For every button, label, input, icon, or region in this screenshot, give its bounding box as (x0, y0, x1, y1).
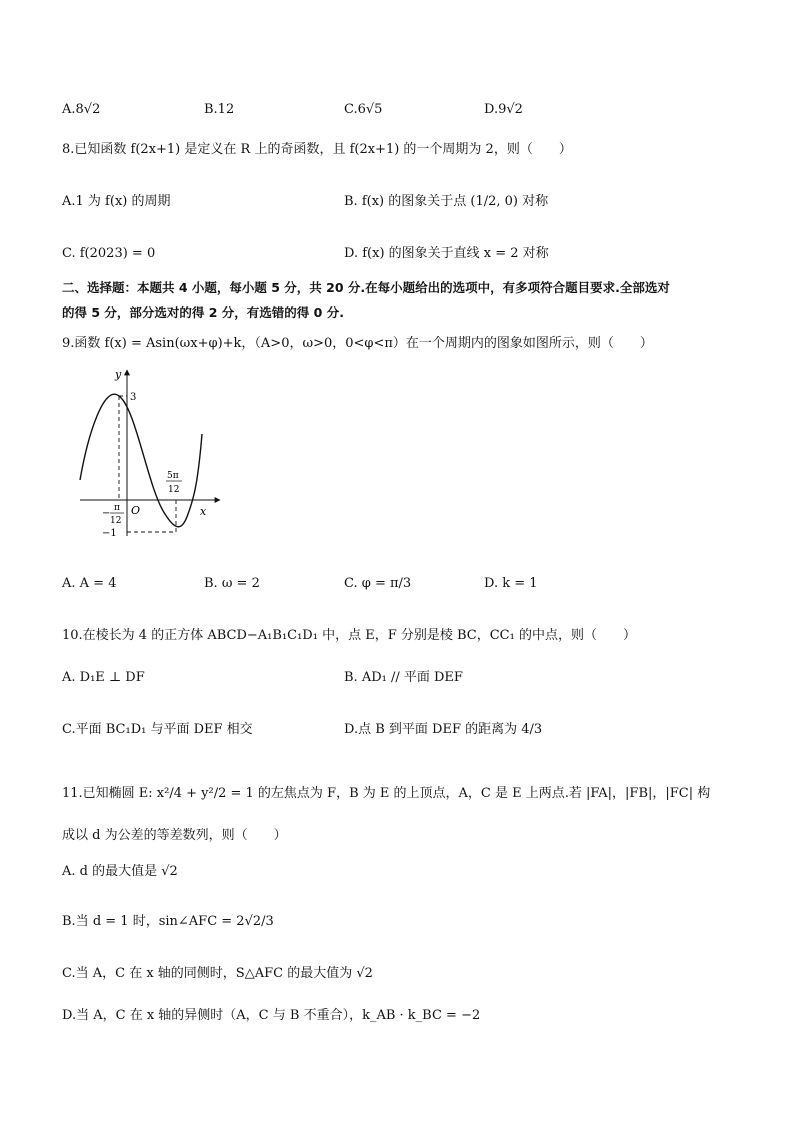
q10-option-c: C.平面 BC₁D₁ 与平面 DEF 相交 (62, 722, 253, 737)
q8-stem: 8.已知函数 f(2x+1) 是定义在 R 上的奇函数，且 f(2x+1) 的一个周期为 2，则（ ） (62, 142, 572, 157)
section-2-line-2: 的得 5 分，部分选对的得 2 分，有选错的得 0 分. (62, 305, 344, 320)
q8-option-a: A.1 为 f(x) 的周期 (62, 194, 171, 209)
origin-label: O (131, 504, 141, 517)
q9-stem: 9.函数 f(x) = Asin(ωx+φ)+k，（A>0，ω>0，0<φ<π）在一个周期内的图象如图所示，则（ ） (62, 336, 653, 351)
q10-option-b: B. AD₁ // 平面 DEF (344, 670, 463, 685)
q9-option-a: A. A = 4 (62, 576, 117, 591)
section-2-line-1: 二、选择题：本题共 4 小题，每小题 5 分，共 20 分.在每小题给出的选项中，有多项符合题目要求.全部选对 (62, 280, 670, 295)
q7-option-c: C.6√5 (344, 102, 383, 117)
q11-option-d: D.当 A，C 在 x 轴的异侧时（A，C 与 B 不重合），k_AB · k_BC = −2 (62, 1008, 481, 1023)
y-label: y (115, 368, 122, 381)
q8-option-b: B. f(x) 的图象关于点 (1/2, 0) 对称 (344, 194, 549, 209)
q9-option-d: D. k = 1 (484, 576, 538, 591)
q9-option-c: C. φ = π/3 (344, 576, 412, 591)
sine-curve (80, 394, 202, 527)
right-tick-num: 5π (167, 471, 179, 481)
q8-option-c: C. f(2023) = 0 (62, 246, 156, 261)
q9-option-b: B. ω = 2 (204, 576, 260, 591)
q7-option-a: A.8√2 (62, 102, 101, 117)
left-tick-sign: − (102, 508, 111, 519)
q10-option-a: A. D₁E ⊥ DF (62, 670, 145, 685)
min-label: −1 (102, 528, 117, 539)
q10-stem: 10.在棱长为 4 的正方体 ABCD−A₁B₁C₁D₁ 中，点 E，F 分别是棱 BC，CC₁ 的中点，则（ ） (62, 628, 636, 643)
right-tick-den: 12 (168, 485, 180, 495)
max-label: 3 (130, 392, 137, 403)
q10-option-d: D.点 B 到平面 DEF 的距离为 4/3 (344, 722, 543, 737)
left-tick-den: 12 (110, 516, 122, 526)
q8-option-d: D. f(x) 的图象关于直线 x = 2 对称 (344, 246, 549, 261)
q7-option-b: B.12 (204, 102, 235, 117)
q11-stem-line-1: 11.已知椭圆 E: x²/4 + y²/2 = 1 的左焦点为 F，B 为 E 的上顶点，A，C 是 E 上两点.若 |FA|，|FB|，|FC| 构 (62, 786, 711, 801)
q11-option-c: C.当 A，C 在 x 轴的同侧时，S△AFC 的最大值为 √2 (62, 966, 373, 981)
q11-stem-line-2: 成以 d 为公差的等差数列，则（ ） (62, 828, 287, 843)
q9-graph (70, 364, 230, 544)
x-label: x (200, 505, 207, 518)
q7-option-d: D.9√2 (484, 102, 523, 117)
left-tick-num: π (114, 503, 120, 513)
q11-option-b: B.当 d = 1 时，sin∠AFC = 2√2/3 (62, 914, 274, 929)
q11-option-a: A. d 的最大值是 √2 (62, 864, 178, 879)
